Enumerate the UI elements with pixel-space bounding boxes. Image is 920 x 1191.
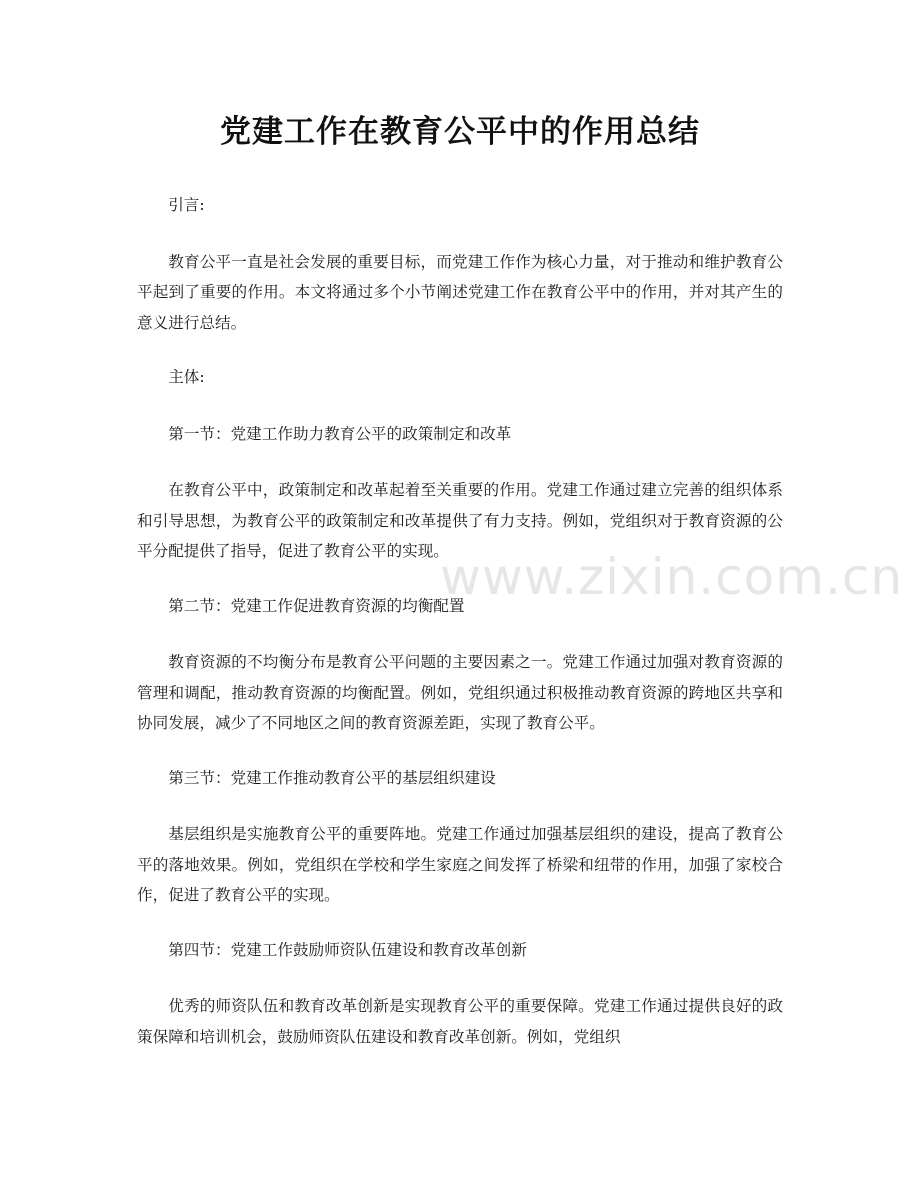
- section-label-intro: 引言:: [168, 196, 205, 214]
- document-title: 党建工作在教育公平中的作用总结: [220, 114, 700, 150]
- paragraph-section-1: 在教育公平中，政策制定和改革起着至关重要的作用。党建工作通过建立完善的组织体系和引导思想，为教育公平的政策制定和改革提供了有力支持。例如，党组织对于教育资源的公平分配提供了指导，促进了教育公平的实现。: [137, 481, 783, 560]
- paragraph-section-2: 教育资源的不均衡分布是教育公平问题的主要因素之一。党建工作通过加强对教育资源的管理和调配，推动教育资源的均衡配置。例如，党组织通过积极推动教育资源的跨地区共享和协同发展，减少了不同地区之间的教育资源差距，实现了教育公平。: [137, 653, 783, 732]
- paragraph-section-3: 基层组织是实施教育公平的重要阵地。党建工作通过加强基层组织的建设，提高了教育公平的落地效果。例如，党组织在学校和学生家庭之间发挥了桥梁和纽带的作用，加强了家校合作，促进了教育公平的实现。: [137, 825, 783, 904]
- section-label-body: 主体:: [168, 368, 205, 386]
- section-heading-2: 第二节：党建工作促进教育资源的均衡配置: [168, 596, 465, 615]
- section-heading-4: 第四节：党建工作鼓励师资队伍建设和教育改革创新: [168, 940, 527, 959]
- paragraph-intro: 教育公平一直是社会发展的重要目标，而党建工作作为核心力量，对于推动和维护教育公平起到了重要的作用。本文将通过多个小节阐述党建工作在教育公平中的作用，并对其产生的意义进行总结。: [137, 252, 783, 332]
- watermark: www.zixin.com.cn: [440, 548, 904, 606]
- section-heading-1: 第一节：党建工作助力教育公平的政策制定和改革: [168, 424, 512, 443]
- paragraph-section-4: 优秀的师资队伍和教育改革创新是实现教育公平的重要保障。党建工作通过提供良好的政策保障和培训机会，鼓励师资队伍建设和教育改革创新。例如，党组织: [137, 997, 783, 1046]
- section-heading-3: 第三节：党建工作推动教育公平的基层组织建设: [168, 768, 496, 787]
- document-body: [137, 190, 783, 1052]
